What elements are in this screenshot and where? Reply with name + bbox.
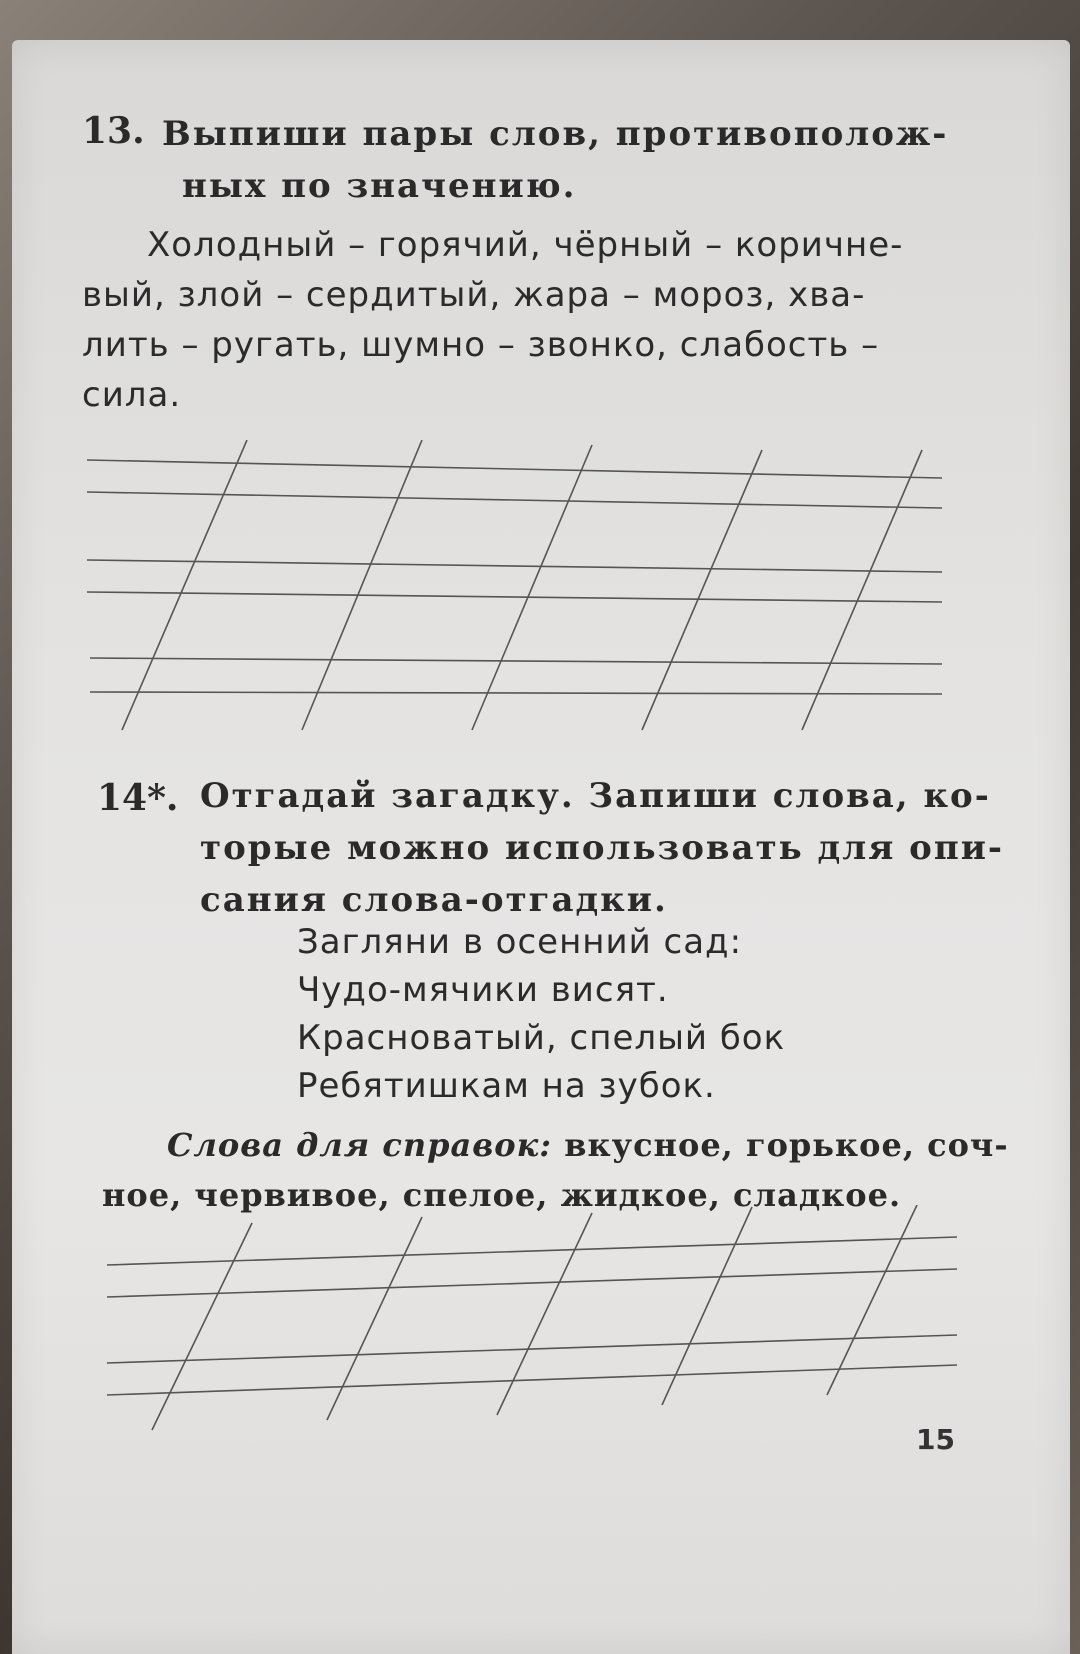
exercise-14-title	[200, 770, 1004, 926]
ruling-line	[90, 658, 942, 664]
exercise-14-title-line: Отгадай загадку. Запиши слова, ко-	[200, 776, 991, 816]
reference-words-line: вкусное, горькое, соч-	[552, 1126, 1009, 1164]
slant-line	[472, 445, 592, 730]
riddle-line: Красноватый, спелый бок	[297, 1018, 786, 1058]
writing-area-14[interactable]	[102, 1205, 972, 1445]
slant-line	[642, 450, 762, 730]
reference-label: Слова для справок:	[167, 1126, 553, 1164]
ruling-line	[90, 692, 942, 694]
exercise-13-text-line: сила.	[82, 375, 182, 415]
exercise-14-number: 14*.	[97, 777, 179, 819]
page-number: 15	[916, 1423, 955, 1456]
writing-area-13[interactable]	[82, 440, 962, 740]
ruling-line	[87, 460, 942, 478]
reference-words-line: ное, червивое, спелое, жидкое, сладкое.	[102, 1176, 902, 1214]
slant-line	[122, 440, 247, 730]
exercise-13-number: 13.	[82, 110, 145, 152]
workbook-page	[12, 40, 1070, 1654]
ruling-line	[87, 592, 942, 602]
slant-line	[497, 1213, 592, 1415]
slant-line	[152, 1223, 252, 1430]
riddle-line: Загляни в осенний сад:	[297, 922, 743, 962]
slant-line	[802, 450, 922, 730]
riddle-line: Чудо-мячики висят.	[297, 970, 669, 1010]
exercise-13-title-line: Выпиши пары слов, противополож-	[162, 114, 949, 154]
exercise-13-text-line: лить – ругать, шумно – звонко, слабость –	[82, 325, 880, 365]
exercise-13-text-line: Холодный – горячий, чёрный – коричне-	[147, 225, 904, 265]
exercise-13-title-line: ных по значению.	[182, 166, 577, 206]
ruling-line	[87, 560, 942, 572]
slant-line	[662, 1207, 752, 1405]
ruling-line	[87, 492, 942, 508]
riddle-poem	[297, 918, 785, 1110]
exercise-14-title-line: сания слова-отгадки.	[200, 880, 668, 920]
ruling-line	[107, 1269, 957, 1297]
exercise-14-title-line: торые можно использовать для опи-	[200, 828, 1005, 868]
exercise-13-text	[82, 220, 903, 420]
exercise-13-title	[162, 108, 948, 212]
exercise-13-text-line: вый, злой – сердитый, жара – мороз, хва-	[82, 275, 866, 315]
slant-line	[302, 440, 422, 730]
slant-line	[327, 1217, 422, 1420]
riddle-line: Ребятишкам на зубок.	[297, 1066, 716, 1106]
